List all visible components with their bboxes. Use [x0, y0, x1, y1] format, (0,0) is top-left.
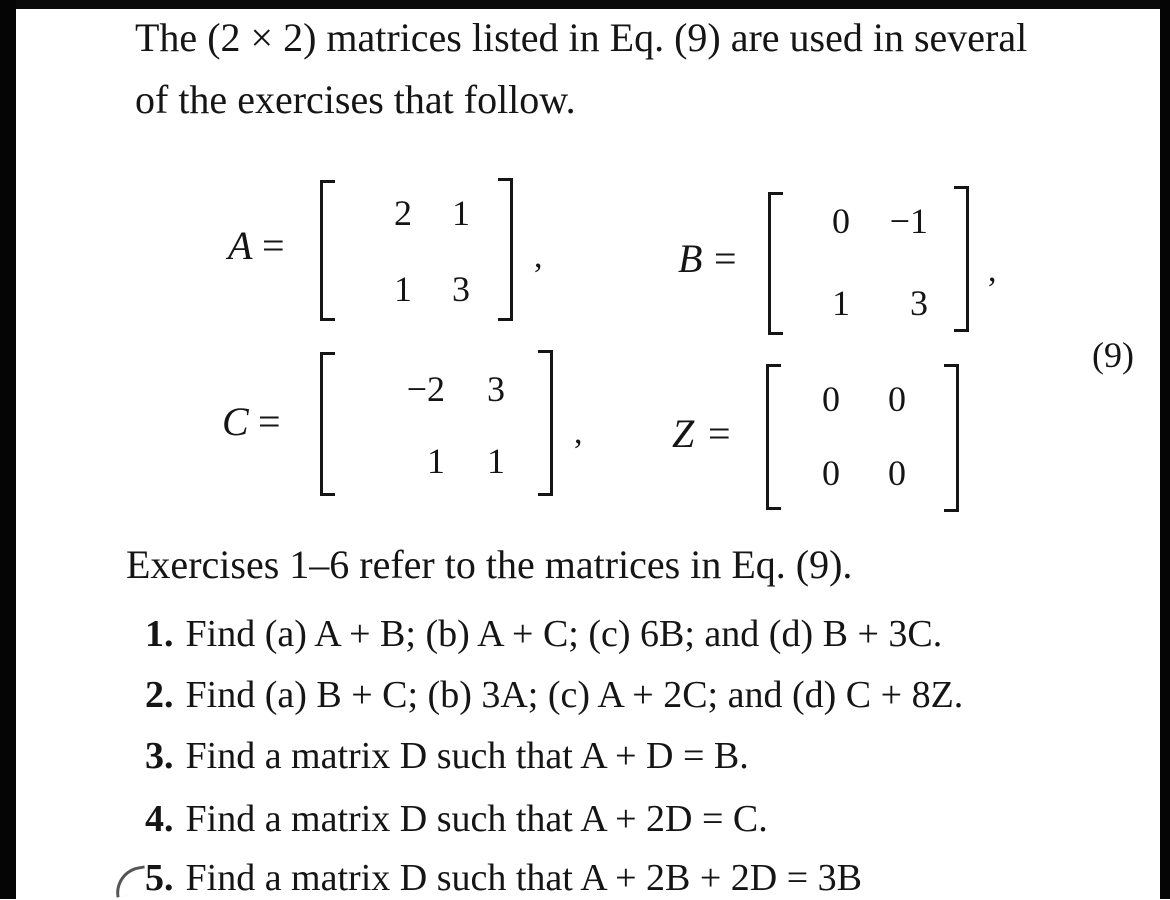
matrix-name: C: [222, 399, 249, 444]
exercise-number: 5.: [145, 857, 174, 899]
left-bracket: [766, 364, 781, 510]
pen-mark: [112, 865, 149, 897]
exercise-text: Find a matrix D such that A + D = B.: [185, 735, 749, 777]
comma: ,: [988, 252, 997, 289]
equals-sign: =: [262, 223, 285, 268]
exercise-text: Find a matrix D such that A + 2B + 2D = 3B: [185, 857, 863, 899]
intro-line-2: of the exercises that follow.: [135, 77, 576, 122]
comma: ,: [534, 238, 543, 275]
exercises-lead: Exercises 1–6 refer to the matrices in Eq. (9).: [126, 542, 853, 587]
matrix-cell: −2: [406, 369, 445, 409]
intro-line-1: The (2 × 2) matrices listed in Eq. (9) are used in several: [135, 15, 1028, 60]
matrix-cell: 0: [822, 379, 840, 419]
exercise-text: Find (a) A + B; (b) A + C; (c) 6B; and (d) B + 3C.: [185, 613, 943, 655]
right-bracket: [944, 364, 959, 512]
matrix-cell: 1: [452, 193, 470, 233]
comma: ,: [574, 414, 583, 451]
matrix-cell: 1: [487, 441, 505, 481]
equals-sign: =: [258, 399, 281, 444]
exercise-item: [145, 797, 768, 841]
right-border: [1160, 0, 1170, 899]
exercise-item: [145, 734, 749, 778]
exercise-number: 4.: [145, 798, 174, 840]
matrix-cell: 3: [487, 369, 505, 409]
right-bracket: [498, 178, 513, 321]
matrix-cell: −1: [889, 201, 928, 241]
left-bracket: [320, 352, 335, 496]
matrix-cell: 3: [452, 269, 470, 309]
left-border: [0, 0, 16, 899]
matrix-cell: 1: [832, 283, 850, 323]
equals-sign: =: [714, 236, 737, 281]
matrix-cell: 0: [888, 379, 906, 419]
matrix-cell: 0: [888, 453, 906, 493]
matrix-name: A: [228, 223, 253, 268]
exercise-item: [145, 612, 942, 656]
matrix-name: B: [678, 236, 703, 281]
matrix-name: Z: [672, 411, 695, 456]
matrix-cell: 1: [394, 269, 412, 309]
exercise-number: 3.: [145, 735, 174, 777]
exercise-item: [145, 856, 862, 900]
exercise-item: [145, 673, 963, 717]
exercise-number: 1.: [145, 613, 174, 655]
exercise-number: 2.: [145, 674, 174, 716]
equation-number: (9): [1092, 335, 1134, 375]
matrix-cell: 0: [822, 453, 840, 493]
top-border: [0, 0, 1170, 9]
matrix-cell: 0: [832, 201, 850, 241]
right-bracket: [954, 186, 969, 332]
left-bracket: [320, 180, 335, 321]
matrix-cell: 3: [910, 283, 928, 323]
right-bracket: [538, 350, 553, 496]
matrix-cell: 2: [394, 193, 412, 233]
exercise-text: Find (a) B + C; (b) 3A; (c) A + 2C; and (d) C + 8Z.: [185, 674, 964, 716]
exercise-text: Find a matrix D such that A + 2D = C.: [185, 798, 768, 840]
matrix-cell: 1: [427, 441, 445, 481]
equals-sign: =: [708, 411, 731, 456]
left-bracket: [768, 192, 783, 335]
